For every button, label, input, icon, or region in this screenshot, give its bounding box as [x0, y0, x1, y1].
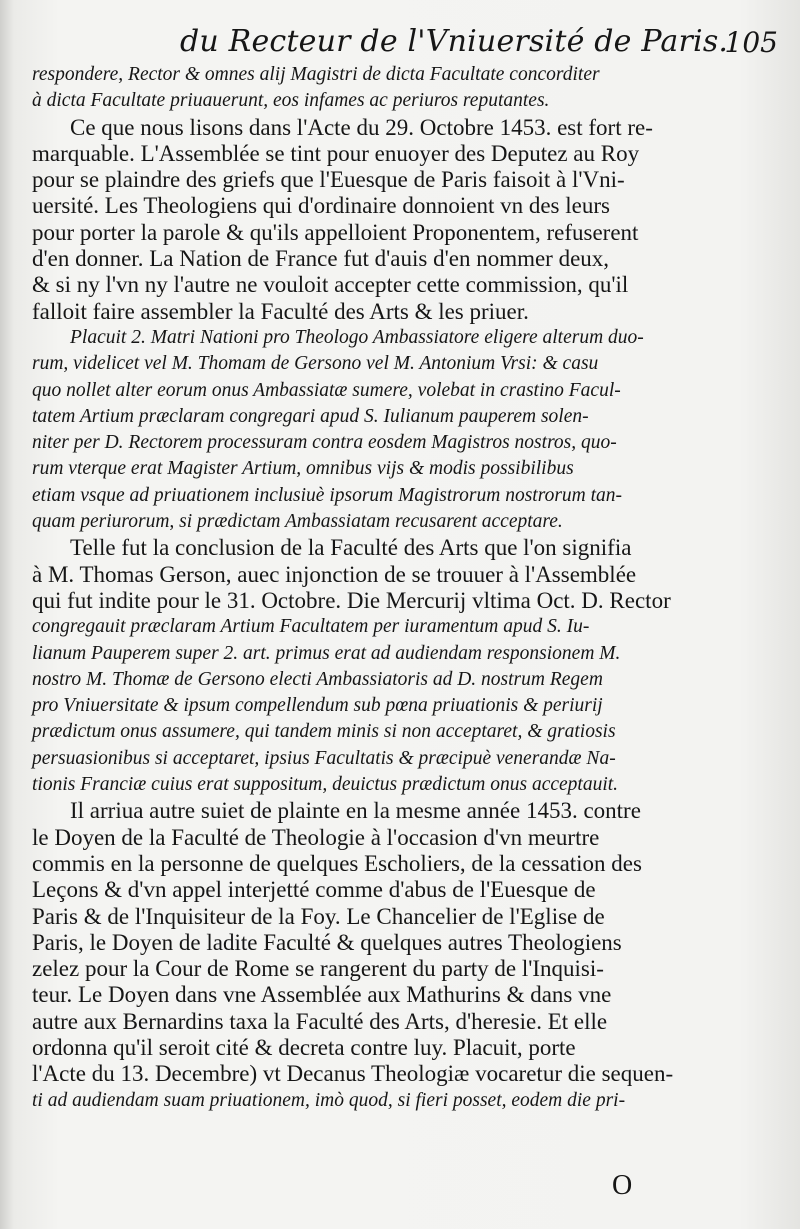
text-line: pour porter la parole & qu'ils appelloient Proponentem, refuserent	[32, 219, 639, 245]
text-line: niter per D. Rectorem processuram contra eosdem Magistros nostros, quo-	[32, 432, 617, 454]
text-line: Leçons & d'vn appel interjetté comme d'abus de l'Euesque de	[32, 877, 596, 903]
paragraph	[32, 535, 766, 798]
paragraph	[32, 325, 766, 535]
text-line: congregauit præclaram Artium Facultatem per iuramentum apud S. Iu-	[32, 616, 590, 638]
paragraph	[32, 62, 766, 115]
text-line: marquable. L'Assemblée se tint pour enuoyer des Deputez au Roy	[32, 140, 640, 166]
text-line: Il arriua autre suiet de plainte en la mesme année 1453. contre	[70, 798, 641, 824]
text-line: Paris, le Doyen de ladite Faculté & quelques autres Theologiens	[32, 929, 622, 955]
text-line: respondere, Rector & omnes alij Magistri de dicta Facultate concorditer	[32, 64, 600, 85]
paragraph	[32, 798, 766, 1114]
text-line: etiam vsque ad priuationem inclusiuè ipsorum Magistrorum nostrorum tan-	[32, 484, 623, 506]
text-line: à dicta Facultate priuauerunt, eos infames ac periuros reputantes.	[32, 90, 550, 112]
text-line: quo nollet alter eorum onus Ambassiatæ sumere, volebat in crastino Facul-	[32, 379, 621, 401]
text-line: autre aux Bernardins taxa la Faculté des Arts, d'heresie. Et elle	[32, 1008, 608, 1034]
text-line: qui fut indite pour le 31. Octobre. Die Mercurij vltima Oct. D. Rector	[32, 587, 671, 613]
text-line: pro Vniuersitate & ipsum compellendum sub pœna priuationis & periurij	[32, 695, 603, 717]
text-line: falloit faire assembler la Faculté des Arts & les priuer.	[32, 298, 529, 324]
paragraph	[32, 115, 766, 325]
text-line: persuasionibus si acceptaret, ipsius Facultatis & præcipuè venerandæ Na-	[32, 747, 616, 769]
text-line: à M. Thomas Gerson, auec injonction de se trouuer à l'Assemblée	[32, 561, 637, 587]
text-line: Paris & de l'Inquisiteur de la Foy. Le Chancelier de l'Eglise de	[32, 903, 605, 929]
text-line: nostro M. Thomæ de Gersono electi Ambassiatoris ad D. nostrum Regem	[32, 668, 603, 690]
text-line: ti ad audiendam suam priuationem, imò quod, si fieri posset, eodem die pri-	[32, 1089, 626, 1111]
text-line: rum, videlicet vel M. Thomam de Gersono vel M. Antonium Vrsi: & casu	[32, 353, 599, 375]
text-line: d'en donner. La Nation de France fut d'auis d'en nommer deux,	[32, 246, 610, 272]
running-head	[0, 24, 800, 64]
text-line: zelez pour la Cour de Rome se rangerent du party de l'Inquisi-	[32, 956, 604, 982]
text-line: Placuit 2. Matri Nationi pro Theologo Ambassiatore eligere alterum duo-	[70, 326, 644, 348]
page-body	[32, 62, 766, 1114]
running-title: du Recteur de l'Vniuersité de Paris.	[180, 24, 729, 59]
text-line: Ce que nous lisons dans l'Acte du 29. Octobre 1453. est fort re-	[70, 114, 653, 140]
text-line: ordonna qu'il seroit cité & decreta contre luy. Placuit, porte	[32, 1034, 576, 1060]
text-line: tatem Artium præclaram congregari apud S. Iulianum pauperem solen-	[32, 405, 589, 427]
text-line: le Doyen de la Faculté de Theologie à l'occasion d'vn meurtre	[32, 824, 600, 850]
signature-mark: O	[612, 1170, 633, 1201]
text-line: & si ny l'vn ny l'autre ne vouloit accepter cette commission, qu'il	[32, 272, 629, 298]
text-line: Telle fut la conclusion de la Faculté des Arts que l'on signifia	[70, 535, 632, 561]
text-line: rum vterque erat Magister Artium, omnibus vijs & modis possibilibus	[32, 458, 574, 480]
text-line: commis en la personne de quelques Escholiers, de la cessation des	[32, 850, 642, 876]
text-line: lianum Pauperem super 2. art. primus erat ad audiendam responsionem M.	[32, 642, 621, 664]
text-line: quam periurorum, si prædictam Ambassiatam recusarent acceptare.	[32, 511, 563, 533]
text-line: l'Acte du 13. Decembre) vt Decanus Theologiæ vocaretur die sequen-	[32, 1061, 674, 1087]
page-number: 105	[724, 26, 778, 59]
text-line: prædictum onus assumere, qui tandem minis si non acceptaret, & gratiosis	[32, 721, 616, 743]
text-line: teur. Le Doyen dans vne Assemblée aux Mathurins & dans vne	[32, 982, 612, 1008]
text-line: tionis Franciæ cuius erat suppositum, deuictus prædictum onus acceptauit.	[32, 774, 619, 796]
text-line: uersité. Les Theologiens qui d'ordinaire donnoient vn des leurs	[32, 193, 610, 219]
text-line: pour se plaindre des griefs que l'Euesque de Paris faisoit à l'Vni-	[32, 167, 625, 193]
